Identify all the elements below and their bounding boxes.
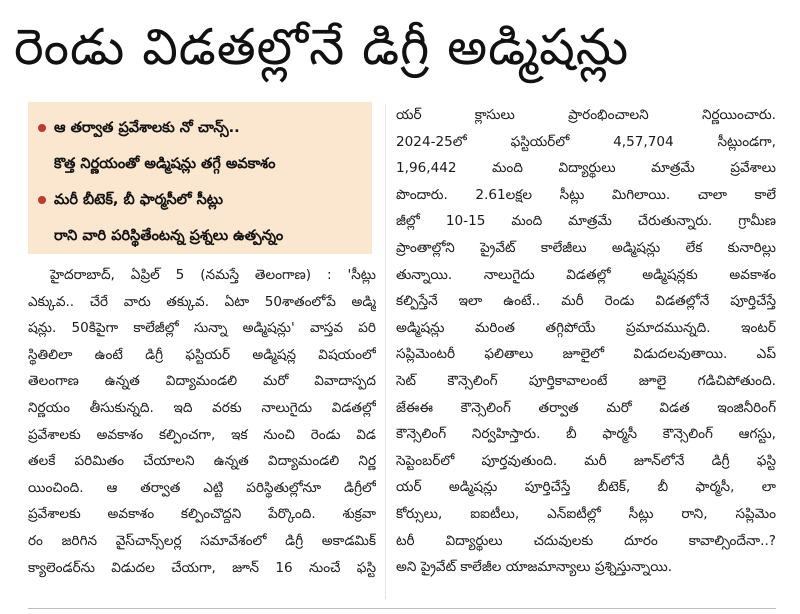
article-column-left: [28, 262, 376, 581]
article-line: తెలంగాణ ఉన్నత విద్యామండలి మరో వివాదాస్పద: [28, 373, 376, 390]
article-line: స్థితిలిలా ఉంటే డిగ్రీ ఫస్టియర్‌ అడ్మిషన్ల విషయంలో: [28, 346, 376, 363]
headline: రెండు విడతల్లోనే డిగ్రీ అడ్మిషన్లు: [14, 18, 630, 76]
article-line: అడ్మిషన్లు మరింత తగ్గిపోయే ప్రమాదమున్నది. ఇంటర్‌: [396, 319, 776, 336]
summary-point: [38, 110, 364, 146]
summary-point: [38, 182, 364, 218]
article-line: సప్లిమెంటరీ ఫలితాలు జూలైలో విడుదలవుతాయి. ఎప్‌: [396, 346, 776, 363]
article-line: అని ప్రైవేట్‌ కాలేజీల యాజమాన్యాలు ప్రశ్నిస్తున్నాయి.: [396, 559, 673, 576]
article-line: యించింది. ఆ తర్వాత ఎట్టి పరిస్థితుల్లోనూ డిగ్రీలో: [28, 479, 376, 496]
summary-point: [38, 218, 364, 254]
article-line: 1,96,442 మంది విద్యార్థులు మాత్రమే ప్రవేశాలు: [396, 160, 776, 177]
summary-text: ఆ తర్వాత ప్రవేశాలకు నో చాన్స్‌..: [54, 120, 240, 136]
article-line: యర్‌ అడ్మిషన్లు పూర్తిచేస్తే బీటెక్‌, బీ ఫార్మసీ, లా: [396, 479, 776, 496]
bottom-rule: [28, 608, 776, 609]
article-line: కోర్సులు, ఐఐటీలు, ఎన్‌ఐటీల్లో సీట్లు రాని, సప్లిమెం: [396, 505, 776, 522]
article-line: షన్లు. 50కిపైగా కాలేజీల్లో సున్నా అడ్మిషన్లు' వాస్తవ పరి: [28, 320, 376, 337]
article-line: జీల్లో 10-15 మంది మాత్రమే చేరుతున్నారు. గ్రామీణ: [396, 213, 776, 230]
article-line: రం జరిగిన వైస్‌చాన్స్‌లర్ల సమావేశంలో డిగ్రీ అకాడమిక్‌: [28, 532, 376, 549]
article-line: ప్రాంతాల్లోని ప్రైవేట్‌ కాలేజీలు అడ్మిషన్లు లేక కునారిల్లు: [396, 239, 776, 256]
article-line: టరీ విద్యార్థులు చదువులకు దూరం కావాల్సిందేనా..?: [396, 532, 776, 549]
article-line: ఎక్కువ.. చేరే వారు తక్కువ. ఏటా 50శాతంలోపే అడ్మి: [28, 293, 376, 310]
article-line: ప్రవేశాలకు అవకాశం కల్పించొద్దని పేర్కొంది. శుక్రవా: [28, 506, 376, 523]
summary-point: [38, 146, 364, 182]
article-line: జేఈఈ కౌన్సెలింగ్‌ తర్వాత మరో విడత ఇంజినీరింగ్‌: [396, 399, 776, 416]
summary-text: మరీ బీటెక్‌, బీ ఫార్మసీలో సీట్లు: [54, 192, 224, 208]
article-line: పొందారు. 2.61లక్షల సీట్లు మిగిలాయి. చాలా కాలే: [396, 186, 776, 203]
article-line: 2024-25లో ఫస్టియర్‌లో 4,57,704 సీట్లుండగా,: [396, 133, 776, 150]
bullet-icon: [38, 196, 46, 204]
article-line: కల్పిస్తేనే ఇలా ఉంటే.. మరీ రెండు విడతల్లోనే పూర్తిచేస్తే: [396, 293, 776, 310]
article-line: ప్రవేశాలకు అవకాశం కల్పించగా, ఇక నుంచి రెండు విడ: [28, 426, 376, 443]
article-line: యర్‌ క్లాసులు ప్రారంభించాలని నిర్ణయించారు.: [396, 107, 776, 123]
article-line: సెప్టెంబర్‌లో పూర్తవుతుంది. మరీ జూన్‌లోనే డిగ్రీ ఫస్టి: [396, 452, 776, 469]
article-line: కౌన్సెలింగ్‌ నిర్వహిస్తారు. బీ ఫార్మసీ కౌన్సెలింగ్‌ ఆగస్టు,: [396, 426, 776, 443]
bullet-icon: [38, 124, 46, 132]
article-line: హైదరాబాద్‌, ఏప్రిల్‌ 5 (నమస్తే తెలంగాణ) : 'సీట్లు: [50, 267, 376, 283]
article-line: సెట్‌ కౌన్సెలింగ్‌ పూర్తికావాలంటే జూలై గడిచిపోతుంది.: [396, 372, 776, 389]
summary-text: రాని వారి పరిస్థితేంటన్న ప్రశ్నలు ఉత్పన్నం: [54, 228, 284, 244]
article-column-right: [396, 102, 776, 581]
article-line: తున్నాయి. నాలుగైదు విడతల్లో అడ్మిషన్లకు అవకాశం: [396, 266, 776, 283]
summary-text: కొత్త నిర్ణయంతో అడ్మిషన్లు తగ్గే అవకాశం: [54, 156, 276, 172]
article-line: తలకే పరిమితం చేయాలని ఉన్నత విద్యామండలి నిర్ణ: [28, 453, 376, 470]
article-line: క్యాలెండర్‌ను విడుదల చేయగా, జూన్‌ 16 నుంచే ఫస్టి: [28, 559, 376, 576]
column-divider: [385, 104, 386, 599]
article-line: నిర్ణయం తీసుకున్నది. ఇది వరకు నాలుగైదు విడతల్లో: [28, 399, 376, 416]
summary-box: [28, 102, 372, 254]
